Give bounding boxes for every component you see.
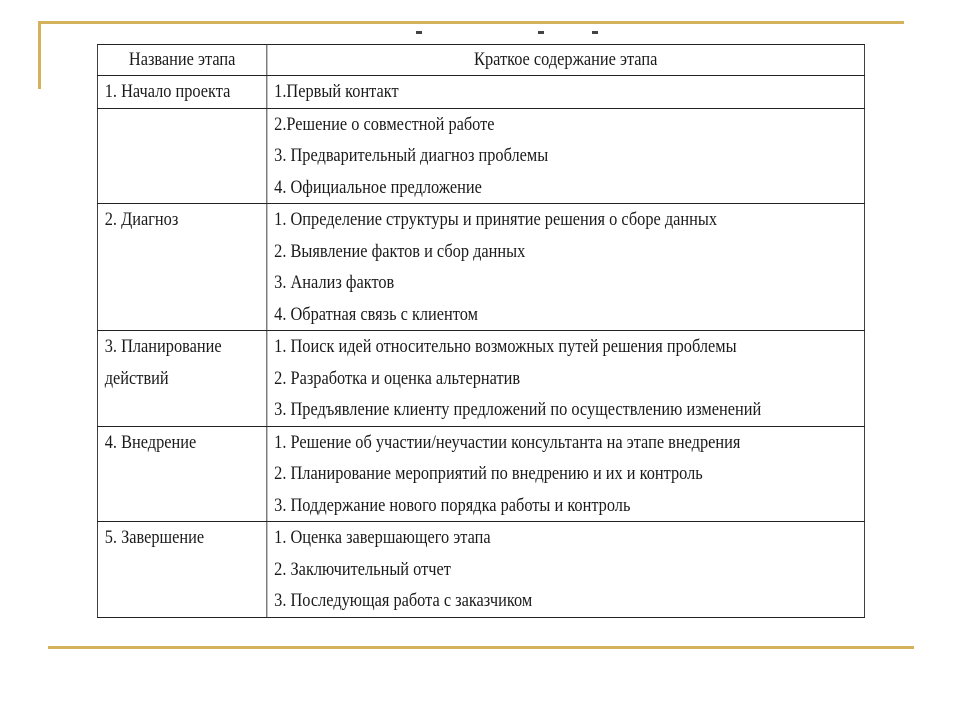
table-header-row: [97, 45, 864, 76]
content-line: 3. Последующая работа с заказчиком: [274, 590, 533, 611]
stage-line: 3. Планирование: [104, 336, 222, 357]
header-stage-name: Название этапа: [97, 45, 266, 76]
content-line: 1. Оценка завершающего этапа: [274, 527, 491, 548]
content-line: 1. Определение структуры и принятие решения о сборе данных: [274, 209, 718, 230]
left-accent-line: [38, 21, 41, 89]
content-line: 4. Обратная связь с клиентом: [274, 303, 478, 325]
top-marks: [410, 31, 610, 37]
table-row: [97, 108, 864, 204]
stage-cell: [97, 331, 266, 427]
stage-cell: [97, 76, 266, 109]
content-line: 2. Выявление фактов и сбор данных: [274, 240, 526, 262]
content-line: 1. Поиск идей относительно возможных путей решения проблемы: [274, 336, 737, 357]
table-row: [97, 522, 864, 618]
content-line: 3. Поддержание нового порядка работы и контроль: [274, 494, 631, 516]
table-row: [97, 76, 864, 109]
content-cell: [267, 522, 865, 618]
stages-table: [97, 44, 865, 618]
content-line: 1.Первый контакт: [274, 81, 399, 102]
content-line: 3. Предварительный диагноз проблемы: [274, 145, 549, 166]
stage-line: 5. Завершение: [104, 527, 205, 548]
content-line: 1. Решение об участии/неучастии консультанта на этапе внедрения: [274, 431, 741, 453]
content-line: 3. Анализ фактов: [274, 272, 395, 293]
content-line: 2.Решение о совместной работе: [274, 113, 495, 135]
table-row: [97, 204, 864, 331]
stage-cell: [97, 108, 266, 204]
content-cell: [267, 426, 865, 522]
stage-line: 1. Начало проекта: [104, 81, 231, 102]
content-line: 2. Заключительный отчет: [274, 558, 451, 580]
table-row: [97, 426, 864, 522]
table-row: [97, 331, 864, 427]
stage-line: 2. Диагноз: [104, 209, 179, 230]
content-cell: [267, 331, 865, 427]
content-cell: [267, 204, 865, 331]
content-line: 3. Предъявление клиенту предложений по осуществлению изменений: [274, 399, 762, 420]
stage-cell: [97, 426, 266, 522]
top-accent-line: [38, 21, 904, 24]
header-stage-summary: Краткое содержание этапа: [267, 45, 865, 76]
content-line: 2. Разработка и оценка альтернатив: [274, 367, 521, 389]
stage-line: 4. Внедрение: [104, 431, 197, 453]
content-line: 4. Официальное предложение: [274, 176, 482, 198]
bottom-accent-line: [48, 646, 914, 649]
stage-cell: [97, 204, 266, 331]
stage-line: действий: [104, 367, 169, 389]
content-cell: [267, 76, 865, 109]
stage-cell: [97, 522, 266, 618]
content-cell: [267, 108, 865, 204]
content-line: 2. Планирование мероприятий по внедрению и их и контроль: [274, 463, 703, 484]
